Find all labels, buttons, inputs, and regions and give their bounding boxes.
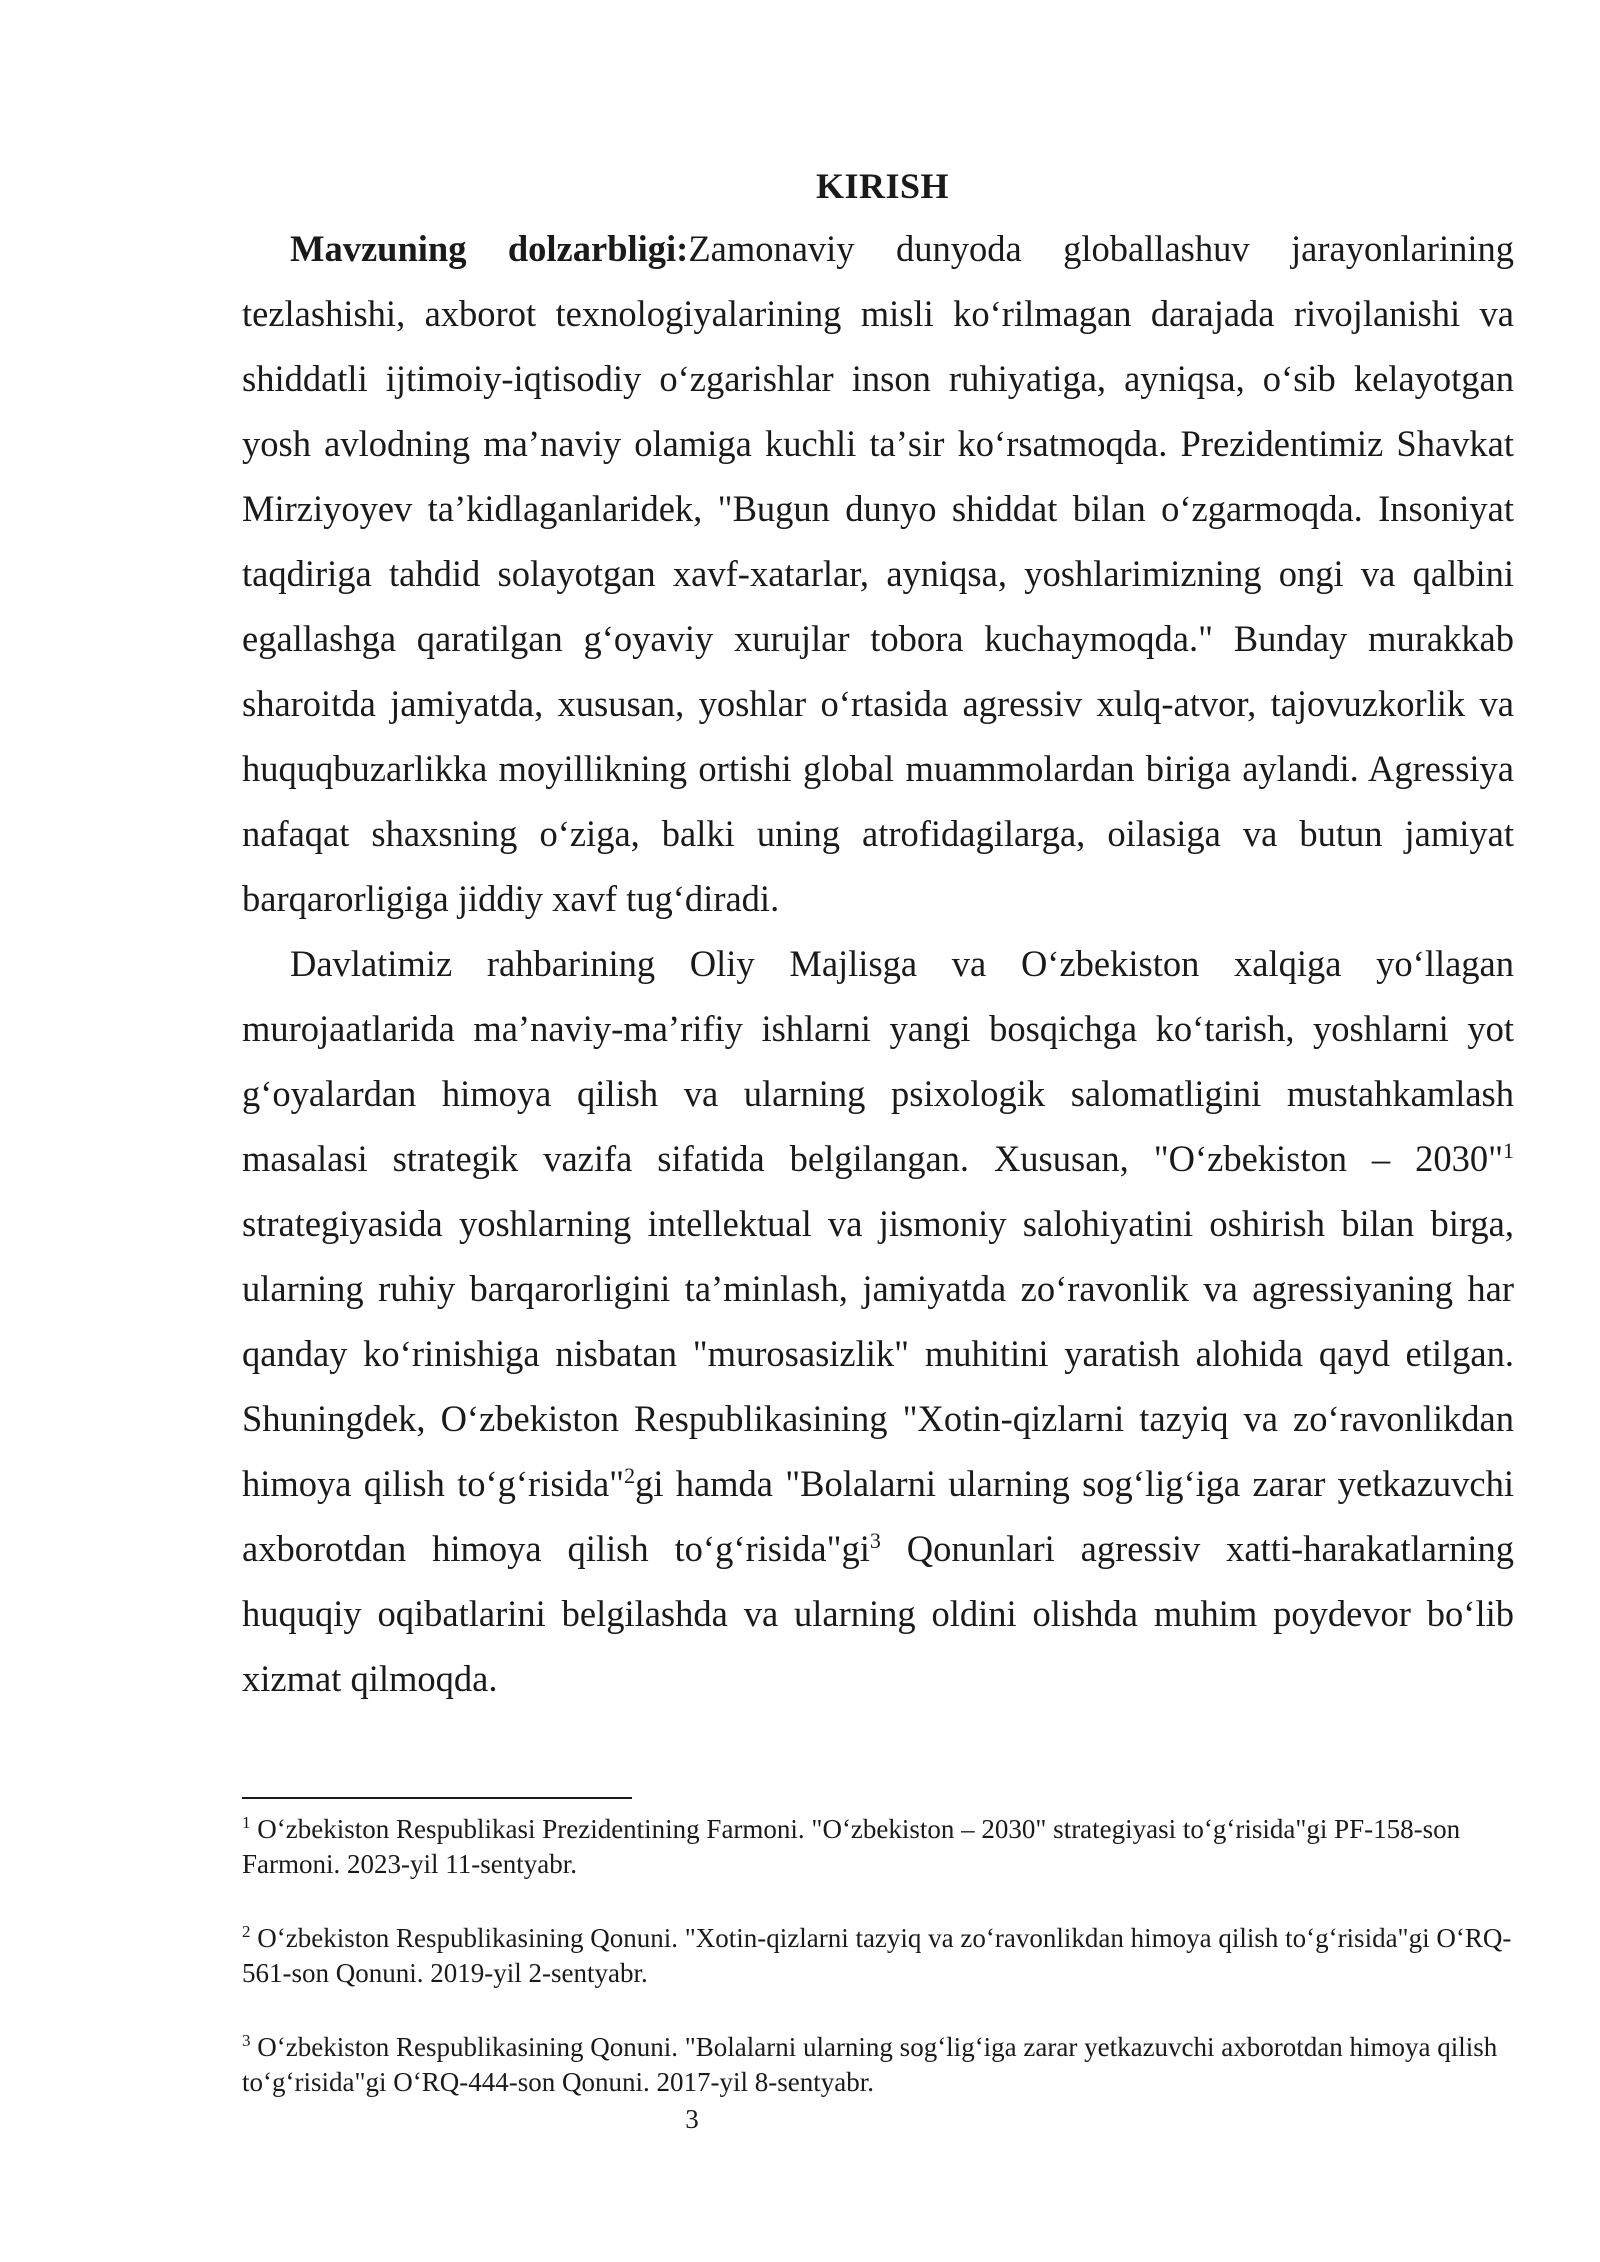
footnote-number: 1 [242, 1813, 251, 1832]
paragraph-text: strategiyasida yoshlarning intellektual va jismoniy salohiyatini oshirish bilan birga, ularning ruhiy barqarorligini taʼminlash, jamiyatda zoʻravonlik va agressiyaning har qanday koʻrinishiga nisbatan "murosasizlik" muhitini yaratish alohida qayd etilgan. Shuningdek, Oʻzbekiston Respublikasining "Xotin-qizlarni tazyiq va zoʻravonlikdan himoya qilish toʻgʻrisida" [242, 1203, 1514, 1504]
paragraph-lead: Mavzuning dolzarbligi: [290, 228, 689, 269]
footnote-item [242, 2030, 1514, 2100]
page-number: 3 [685, 2104, 699, 2134]
paragraph-text: Qonunlari agressiv xatti-harakatlarning huquqiy oqibatlarini belgilashda va ularning oldini olishda muhim poydevor boʻlib xizmat qilmoqda. [242, 1528, 1514, 1699]
footnote-text: Oʻzbekiston Respublikasining Qonuni. "Bolalarni ularning sogʻligʻiga zarar yetkazuvchi axborotdan himoya qilish toʻgʻrisida"gi OʻRQ-444-son Qonuni. 2017-yil 8-sentyabr. [242, 2032, 1498, 2097]
footnote-number: 2 [242, 1922, 251, 1941]
page-title: KIRISH [815, 166, 950, 206]
footnote-item [242, 1812, 1514, 1882]
paragraph-strategy [242, 931, 1514, 1711]
footnote-text: Oʻzbekiston Respublikasi Prezidentining Farmoni. "Oʻzbekiston – 2030" strategiyasi toʻgʻrisida"gi PF-158-son Farmoni. 2023-yil 11-sentyabr. [242, 1814, 1461, 1879]
footnote-text: Oʻzbekiston Respublikasining Qonuni. "Xotin-qizlarni tazyiq va zoʻravonlikdan himoya qilish toʻgʻrisida"gi OʻRQ-561-son Qonuni. 2019-yil 2-sentyabr. [242, 1923, 1512, 1988]
footnote-separator [242, 1797, 632, 1799]
body-text [242, 216, 1514, 1711]
footnotes [242, 1812, 1514, 2139]
footnote-number: 3 [242, 2031, 251, 2050]
footnote-reference[interactable]: 3 [869, 1527, 881, 1553]
paragraph-relevance [242, 216, 1514, 931]
paragraph-text: Zamonaviy dunyoda globallashuv jarayonlarining tezlashishi, axborot texnologiyalarining misli koʻrilmagan darajada rivojlanishi va shiddatli ijtimoiy-iqtisodiy oʻzgarishlar inson ruhiyatiga, ayniqsa, oʻsib kelayotgan yosh avlodning maʼnaviy olamiga kuchli taʼsir koʻrsatmoqda. Prezidentimiz Shavkat Mirziyoyev taʼkidlaganlaridek, "Bugun dunyo shiddat bilan oʻzgarmoqda. Insoniyat taqdiriga tahdid solayotgan xavf-xatarlar, ayniqsa, yoshlarimizning ongi va qalbini egallashga qaratilgan gʻoyaviy xurujlar tobora kuchaymoqda." Bunday murakkab sharoitda jamiyatda, xususan, yoshlar oʻrtasida agressiv xulq-atvor, tajovuzkorlik va huquqbuzarlikka moyillikning ortishi global muammolardan biriga aylandi. Agressiya nafaqat shaxsning oʻziga, balki uning atrofidagilarga, oilasiga va butun jamiyat barqarorligiga jiddiy xavf tugʻdiradi. [242, 228, 1514, 919]
footnote-reference[interactable]: 2 [624, 1462, 636, 1488]
footnote-reference[interactable]: 1 [1503, 1137, 1514, 1163]
paragraph-text: Davlatimiz rahbarining Oliy Majlisga va Oʻzbekiston xalqiga yoʻllagan murojaatlarida maʼnaviy-maʼrifiy ishlarni yangi bosqichga koʻtarish, yoshlarni yot gʻoyalardan himoya qilish va ularning psixologik salomatligini mustahkamlash masalasi strategik vazifa sifatida belgilangan. Xususan, "Oʻzbekiston – 2030" [242, 943, 1514, 1179]
paragraph-text: gi hamda "Bolalarni ularning sogʻligʻiga zarar yetkazuvchi axborotdan himoya qilish toʻgʻrisida"gi [242, 1463, 1514, 1569]
footnote-item [242, 1921, 1514, 1991]
